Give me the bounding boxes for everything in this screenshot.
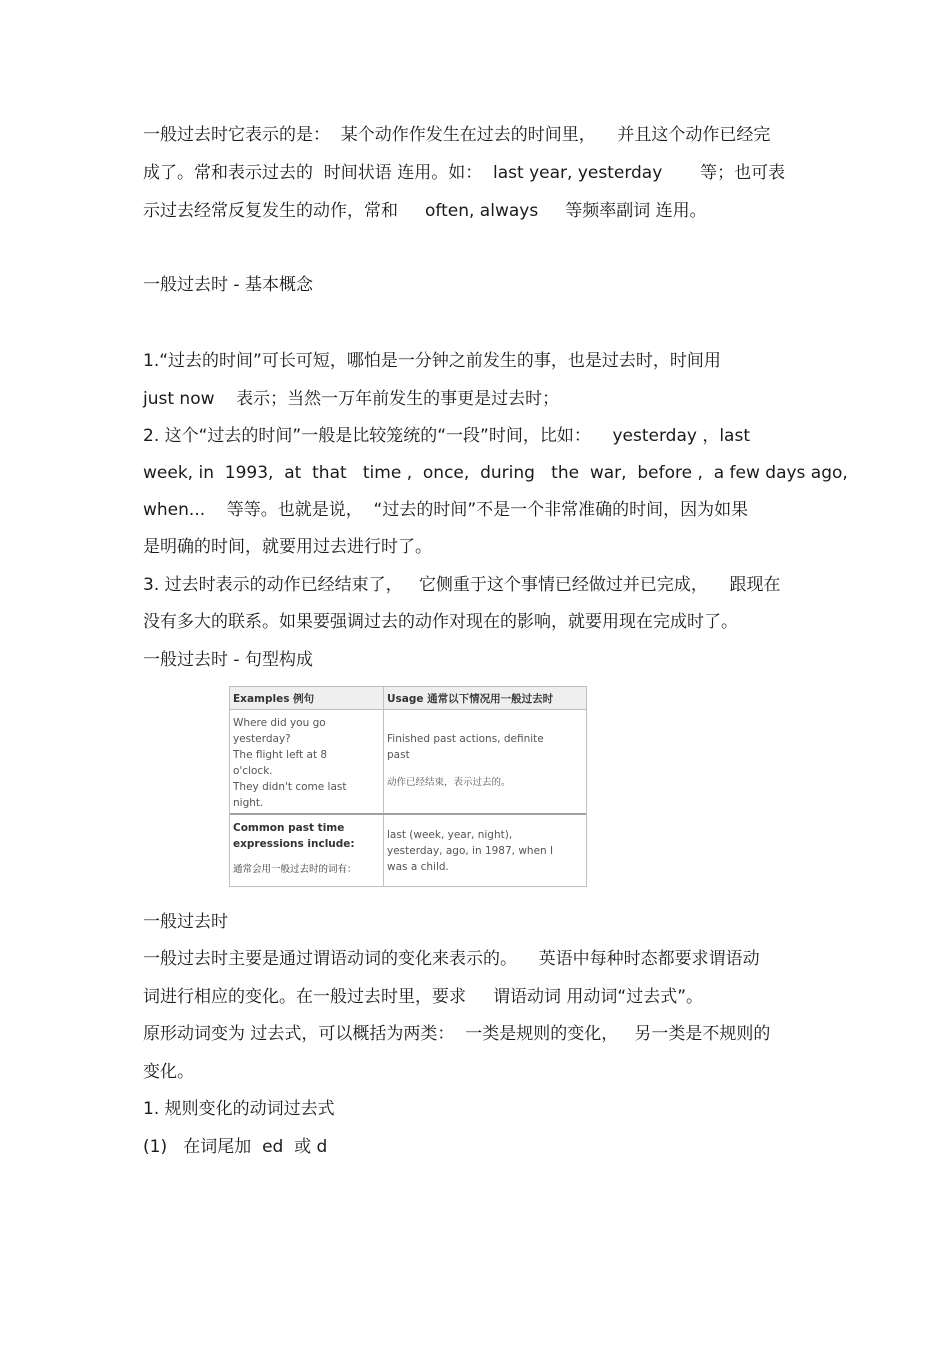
point-2-line-1: 2. 这个“过去的时间”一般是比较笼统的“一段”时间，比如： yesterday ，last [143, 426, 750, 446]
point-1-line-2: just now 表示；当然一万年前发生的事更是过去时； [143, 389, 560, 409]
body-line-4: 变化。 [143, 1062, 194, 1082]
section-title-basic-concept: 一般过去时 - 基本概念 [143, 275, 313, 295]
point-2-line-3: when... 等等。也就是说， “过去的时间”不是一个非常准确的时间，因为如果 [143, 500, 749, 520]
example-line: The flight left at 8 [233, 749, 328, 761]
point-2-line-2: week, in 1993, at that time , once, during the war, before , a few days ago, [143, 463, 848, 483]
usage-line: Finished past actions, definite [387, 733, 544, 745]
subheading-regular-past: 1. 规则变化的动词过去式 [143, 1099, 335, 1119]
common-value-line: last (week, year, night), [387, 829, 513, 841]
table-cell-common-values [384, 825, 586, 877]
table-cell-usage [384, 729, 586, 793]
body-line-1: 一般过去时主要是通过谓语动词的变化来表示的。 英语中每种时态都要求谓语动 [143, 949, 760, 969]
example-line: Where did you go [233, 717, 326, 729]
table-header-examples: Examples 例句 [233, 693, 315, 705]
examples-usage-table [229, 686, 587, 887]
common-label-line: expressions include: [233, 838, 355, 850]
rule-1-add-ed: (1) 在词尾加 ed 或 d [143, 1137, 328, 1157]
example-line: night. [233, 797, 264, 809]
usage-line: past [387, 749, 410, 761]
table-row-divider [230, 813, 586, 815]
intro-line-1: 一般过去时它表示的是： 某个动作作发生在过去的时间里， 并且这个动作已经完 [143, 125, 771, 145]
example-line: o'clock. [233, 765, 273, 777]
common-value-line: was a child. [387, 861, 449, 873]
table-cell-common-label [230, 818, 383, 880]
example-line: yesterday? [233, 733, 291, 745]
point-3-line-1: 3. 过去时表示的动作已经结束了， 它侧重于这个事情已经做过并已完成， 跟现在 [143, 575, 781, 595]
body-line-3: 原形动词变为 过去式，可以概括为两类： 一类是规则的变化， 另一类是不规则的 [143, 1024, 771, 1044]
intro-line-3: 示过去经常反复发生的动作，常和 often, always 等频率副词 连用。 [143, 201, 707, 221]
common-value-line: yesterday, ago, in 1987, when I [387, 845, 554, 857]
section-title-simple-past: 一般过去时 [143, 912, 228, 932]
point-1-line-1: 1.“过去的时间”可长可短，哪怕是一分钟之前发生的事，也是过去时，时间用 [143, 351, 721, 371]
common-label-chinese: 通常会用一般过去时的词有： [233, 864, 357, 875]
intro-line-2: 成了。常和表示过去的 时间状语 连用。如： last year, yesterday 等；也可表 [143, 163, 786, 183]
usage-chinese-note: 动作已经结束，表示过去的。 [387, 777, 511, 788]
section-title-sentence-structure: 一般过去时 - 句型构成 [143, 650, 313, 670]
body-line-2: 词进行相应的变化。在一般过去时里，要求 谓语动词 用动词“过去式”。 [143, 987, 704, 1007]
example-line: They didn't come last [233, 781, 347, 793]
point-3-line-2: 没有多大的联系。如果要强调过去的动作对现在的影响，就要用现在完成时了。 [143, 612, 738, 632]
table-header-usage: Usage 通常以下情况用一般过去时 [387, 693, 554, 705]
common-label-line: Common past time [233, 822, 345, 834]
point-2-line-4: 是明确的时间，就要用过去进行时了。 [143, 537, 432, 557]
table-cell-examples [230, 713, 383, 813]
